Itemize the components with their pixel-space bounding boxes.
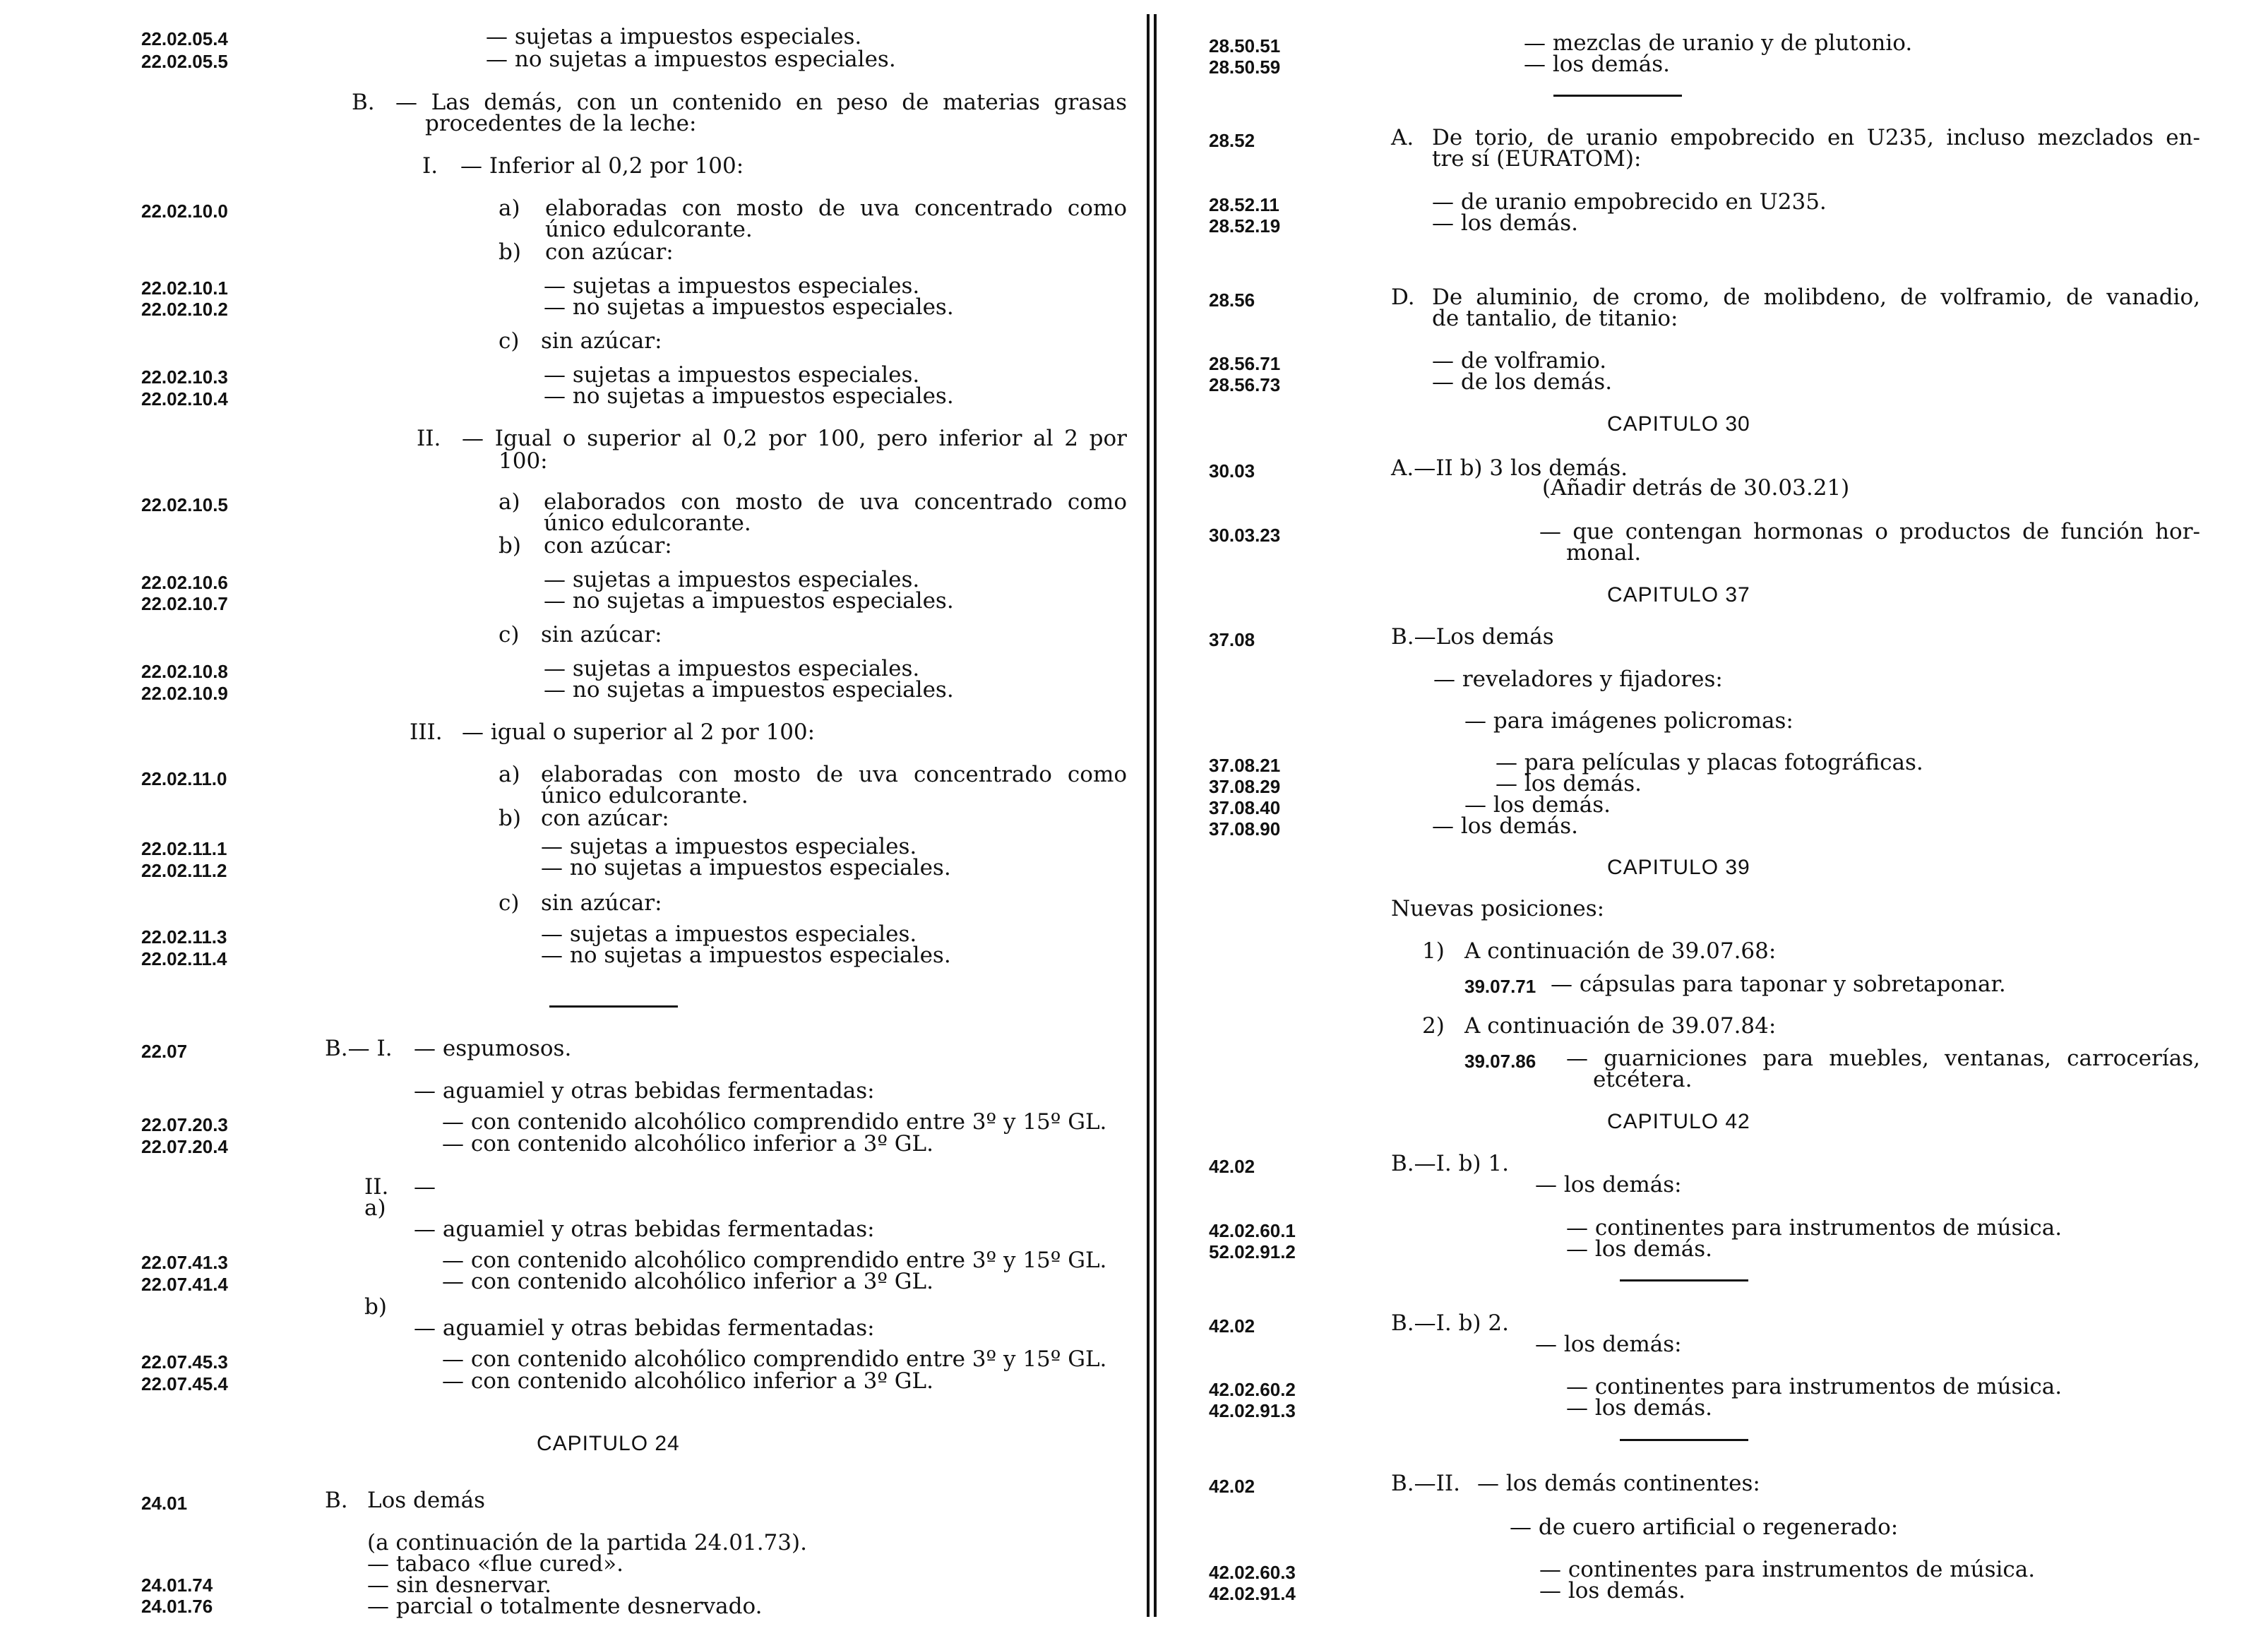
item-label: I. <box>422 153 438 179</box>
item-text: — con contenido alcohólico comprendido entre 3º y 15º GL. <box>442 1346 1107 1372</box>
item-label: B.—II. <box>1391 1471 1460 1496</box>
tariff-code: 22.07.20.3 <box>141 1114 228 1135</box>
item-text: — sujetas a impuestos especiales. <box>544 273 920 299</box>
tariff-code: 24.01 <box>141 1493 188 1514</box>
item-text: Nuevas posiciones: <box>1391 896 1605 921</box>
tariff-code: 42.02.91.4 <box>1209 1583 1296 1604</box>
item-text: — con contenido alcohólico comprendido entre 3º y 15º GL. <box>442 1109 1107 1135</box>
tariff-code: 28.52 <box>1209 130 1255 151</box>
item-label: a) <box>499 196 520 221</box>
item-text: — de volframio. <box>1432 348 1607 374</box>
item-text: — de cuero artificial o regenerado: <box>1510 1514 1899 1540</box>
item-text: sin azúcar: <box>541 328 662 354</box>
tariff-code: 22.02.10.7 <box>141 593 228 614</box>
item-text: — Las demás, con un contenido en peso de materias grasas <box>395 90 1127 115</box>
item-text: etcétera. <box>1593 1067 1693 1092</box>
item-text: de tantalio, de titanio: <box>1432 306 1678 331</box>
tariff-code: 22.02.10.9 <box>141 683 228 704</box>
item-text: elaborados con mosto de uva concentrado como <box>544 489 1127 515</box>
item-text: — aguamiel y otras bebidas fermentadas: <box>414 1078 875 1104</box>
tariff-code: 28.52.19 <box>1209 215 1281 237</box>
chapter-heading: CAPITULO 24 <box>537 1432 680 1455</box>
tariff-code: 22.02.10.5 <box>141 494 228 515</box>
item-text: — sujetas a impuestos especiales. <box>544 656 920 681</box>
item-text: A.—II b) 3 los demás. <box>1391 455 1628 481</box>
tariff-code: 42.02.60.2 <box>1209 1379 1296 1400</box>
tariff-code: 22.07.41.4 <box>141 1274 228 1295</box>
item-label: a) <box>499 762 520 787</box>
tariff-code: 22.07.20.4 <box>141 1136 228 1157</box>
item-text: — no sujetas a impuestos especiales. <box>544 383 954 409</box>
tariff-code: 22.02.10.2 <box>141 299 228 320</box>
item-text: con azúcar: <box>544 533 672 558</box>
column-divider <box>1147 14 1150 1617</box>
item-text: — no sujetas a impuestos especiales. <box>541 943 951 968</box>
item-text: tre sí (EURATOM): <box>1432 146 1642 172</box>
item-text: único edulcorante. <box>541 783 748 808</box>
item-text: procedentes de la leche: <box>425 111 697 136</box>
item-text: — de los demás. <box>1432 369 1613 395</box>
item-label: II. <box>417 426 441 451</box>
item-text: — parcial o totalmente desnervado. <box>367 1594 763 1619</box>
item-text: — continentes para instrumentos de música. <box>1539 1557 2036 1582</box>
item-label: B.— I. <box>325 1036 393 1061</box>
item-text: único edulcorante. <box>544 510 751 536</box>
tariff-code: 24.01.74 <box>141 1575 213 1596</box>
item-label: III. <box>410 719 443 745</box>
tariff-code: 37.08.21 <box>1209 755 1281 776</box>
tariff-code: 28.50.59 <box>1209 56 1281 78</box>
item-text: 100: <box>499 448 548 474</box>
item-text: — <box>414 1174 436 1200</box>
tariff-code: 24.01.76 <box>141 1596 213 1617</box>
chapter-heading: CAPITULO 39 <box>1607 856 1750 879</box>
item-text: — los demás. <box>1566 1395 1713 1421</box>
section-divider <box>1620 1439 1748 1441</box>
item-label: 1) <box>1422 938 1445 964</box>
item-text: — para imágenes policromas: <box>1464 708 1793 734</box>
tariff-code: 42.02.91.3 <box>1209 1400 1296 1421</box>
item-text: A continuación de 39.07.68: <box>1464 938 1777 964</box>
tariff-code: 28.56.71 <box>1209 353 1281 374</box>
section-divider <box>549 1005 678 1008</box>
item-text: — no sujetas a impuestos especiales. <box>541 855 951 880</box>
item-text: — aguamiel y otras bebidas fermentadas: <box>414 1315 875 1341</box>
item-text: (a continuación de la partida 24.01.73). <box>367 1530 807 1555</box>
item-text: — sujetas a impuestos especiales. <box>541 921 917 947</box>
item-label: b) <box>499 239 521 265</box>
item-label: c) <box>499 328 520 354</box>
tariff-code: 22.02.11.2 <box>141 860 227 881</box>
tariff-code: 42.02.60.3 <box>1209 1562 1296 1583</box>
item-label: a) <box>364 1195 386 1221</box>
item-text: único edulcorante. <box>545 217 753 242</box>
tariff-code: 42.02.60.1 <box>1209 1220 1296 1241</box>
tariff-code: 37.08.29 <box>1209 776 1281 797</box>
section-divider <box>1620 1279 1748 1281</box>
tariff-code: 22.07 <box>141 1041 188 1062</box>
item-label: b) <box>499 533 521 558</box>
tariff-code: 22.07.45.4 <box>141 1373 228 1394</box>
item-text: — de uranio empobrecido en U235. <box>1432 189 1827 215</box>
item-text: — no sujetas a impuestos especiales. <box>544 294 954 320</box>
item-text: — los demás: <box>1535 1332 1682 1357</box>
item-text: B.—Los demás <box>1391 624 1554 650</box>
tariff-code: 30.03 <box>1209 460 1255 482</box>
tariff-code: 42.02 <box>1209 1315 1255 1337</box>
item-text: — Igual o superior al 0,2 por 100, pero inferior al 2 por <box>462 426 1127 451</box>
tariff-code: 22.02.10.1 <box>141 277 228 299</box>
tariff-code: 22.07.45.3 <box>141 1351 228 1373</box>
item-text: — con contenido alcohólico comprendido entre 3º y 15º GL. <box>442 1248 1107 1273</box>
item-text: — los demás. <box>1566 1236 1713 1262</box>
item-label: 2) <box>1422 1013 1445 1039</box>
tariff-code: 52.02.91.2 <box>1209 1241 1296 1262</box>
item-text: — sujetas a impuestos especiales. <box>486 24 862 49</box>
item-text: — continentes para instrumentos de música. <box>1566 1374 2063 1399</box>
item-text: — reveladores y fijadores: <box>1433 667 1723 692</box>
item-text: — igual o superior al 2 por 100: <box>462 719 816 745</box>
item-text: — sujetas a impuestos especiales. <box>544 362 920 388</box>
item-label: c) <box>499 622 520 647</box>
item-text: — sin desnervar. <box>367 1572 551 1598</box>
item-text: — tabaco «flue cured». <box>367 1551 623 1577</box>
tariff-code: 22.02.11.1 <box>141 838 227 859</box>
item-text: — con contenido alcohólico inferior a 3º GL. <box>442 1368 933 1394</box>
item-label: a) <box>499 489 520 515</box>
item-text: — no sujetas a impuestos especiales. <box>486 47 896 72</box>
item-text: monal. <box>1566 540 1642 566</box>
item-text: — con contenido alcohólico inferior a 3º GL. <box>442 1131 933 1157</box>
tariff-code: 42.02 <box>1209 1476 1255 1497</box>
tariff-code: 22.02.05.4 <box>141 28 228 49</box>
item-text: — sujetas a impuestos especiales. <box>541 834 917 859</box>
tariff-code: 22.02.10.3 <box>141 366 228 388</box>
item-text: — guarniciones para muebles, ventanas, carrocerías, <box>1566 1046 2200 1071</box>
chapter-heading: CAPITULO 30 <box>1607 412 1750 436</box>
tariff-code: 22.02.11.0 <box>141 768 227 789</box>
item-text: A continuación de 39.07.84: <box>1464 1013 1777 1039</box>
item-text: — los demás. <box>1464 792 1611 818</box>
chapter-heading: CAPITULO 37 <box>1607 583 1750 607</box>
item-text: — con contenido alcohólico inferior a 3º GL. <box>442 1269 933 1294</box>
tariff-code: 22.02.10.6 <box>141 572 228 593</box>
item-text: — los demás continentes: <box>1477 1471 1760 1496</box>
tariff-code: 22.07.41.3 <box>141 1252 228 1273</box>
item-text: — aguamiel y otras bebidas fermentadas: <box>414 1217 875 1242</box>
item-text: con azúcar: <box>545 239 674 265</box>
tariff-code: 22.02.05.5 <box>141 51 228 72</box>
item-text: con azúcar: <box>541 806 669 831</box>
item-text: — espumosos. <box>414 1036 572 1061</box>
item-text: elaboradas con mosto de uva concentrado como <box>545 196 1127 221</box>
tariff-code: 39.07.71 <box>1464 976 1536 997</box>
item-text: — los demás. <box>1432 813 1579 839</box>
item-label: B. <box>325 1488 348 1513</box>
tariff-code: 22.02.10.0 <box>141 201 228 222</box>
item-text: De torio, de uranio empobrecido en U235, incluso mezclados en- <box>1432 125 2200 150</box>
tariff-code: 22.02.11.3 <box>141 926 227 948</box>
tariff-code: 22.02.10.4 <box>141 388 228 410</box>
section-divider <box>1553 95 1682 97</box>
tariff-code: 39.07.86 <box>1464 1051 1536 1072</box>
item-text: — para películas y placas fotográficas. <box>1496 750 1923 775</box>
item-text: — sujetas a impuestos especiales. <box>544 567 920 592</box>
item-text: elaboradas con mosto de uva concentrado como <box>541 762 1127 787</box>
tariff-code: 28.56 <box>1209 289 1255 311</box>
item-label: b) <box>364 1294 387 1320</box>
tariff-code: 22.02.11.4 <box>141 948 227 969</box>
item-text: — continentes para instrumentos de música. <box>1566 1215 2063 1241</box>
item-label: b) <box>499 806 521 831</box>
tariff-code: 28.56.73 <box>1209 374 1281 395</box>
tariff-code: 37.08 <box>1209 629 1255 650</box>
item-text: — Inferior al 0,2 por 100: <box>460 153 744 179</box>
item-label: c) <box>499 890 520 916</box>
tariff-code: 22.02.10.8 <box>141 661 228 682</box>
item-label: A. <box>1391 125 1414 150</box>
tariff-code: 42.02 <box>1209 1156 1255 1177</box>
tariff-code: 30.03.23 <box>1209 525 1281 546</box>
item-text: — los demás. <box>1524 52 1671 77</box>
item-text: — los demás. <box>1496 771 1642 796</box>
item-label: B. <box>352 90 375 115</box>
item-text: — los demás. <box>1432 210 1579 236</box>
tariff-code: 37.08.40 <box>1209 797 1281 818</box>
tariff-code: 28.52.11 <box>1209 194 1279 215</box>
item-text: sin azúcar: <box>541 890 662 916</box>
item-text: — no sujetas a impuestos especiales. <box>544 677 954 703</box>
item-text: Los demás <box>367 1488 485 1513</box>
tariff-code: 37.08.90 <box>1209 818 1281 840</box>
item-text: — no sujetas a impuestos especiales. <box>544 588 954 614</box>
item-text: sin azúcar: <box>541 622 662 647</box>
item-text: (Añadir detrás de 30.03.21) <box>1542 475 1850 501</box>
item-text: B.—I. b) 1. <box>1391 1151 1509 1176</box>
item-label: II. <box>364 1174 389 1200</box>
tariff-code: 28.50.51 <box>1209 35 1281 56</box>
item-text: — mezclas de uranio y de plutonio. <box>1524 30 1913 56</box>
item-label: D. <box>1391 285 1415 310</box>
item-text: De aluminio, de cromo, de molibdeno, de volframio, de vanadio, <box>1432 285 2200 310</box>
column-divider <box>1154 14 1157 1617</box>
item-text: — que contengan hormonas o productos de función hor- <box>1539 519 2200 544</box>
item-text: — los demás. <box>1539 1578 1686 1603</box>
item-text: — cápsulas para taponar y sobretaponar. <box>1551 972 2006 997</box>
item-text: — los demás: <box>1535 1172 1682 1197</box>
chapter-heading: CAPITULO 42 <box>1607 1110 1750 1133</box>
item-text: B.—I. b) 2. <box>1391 1310 1509 1336</box>
